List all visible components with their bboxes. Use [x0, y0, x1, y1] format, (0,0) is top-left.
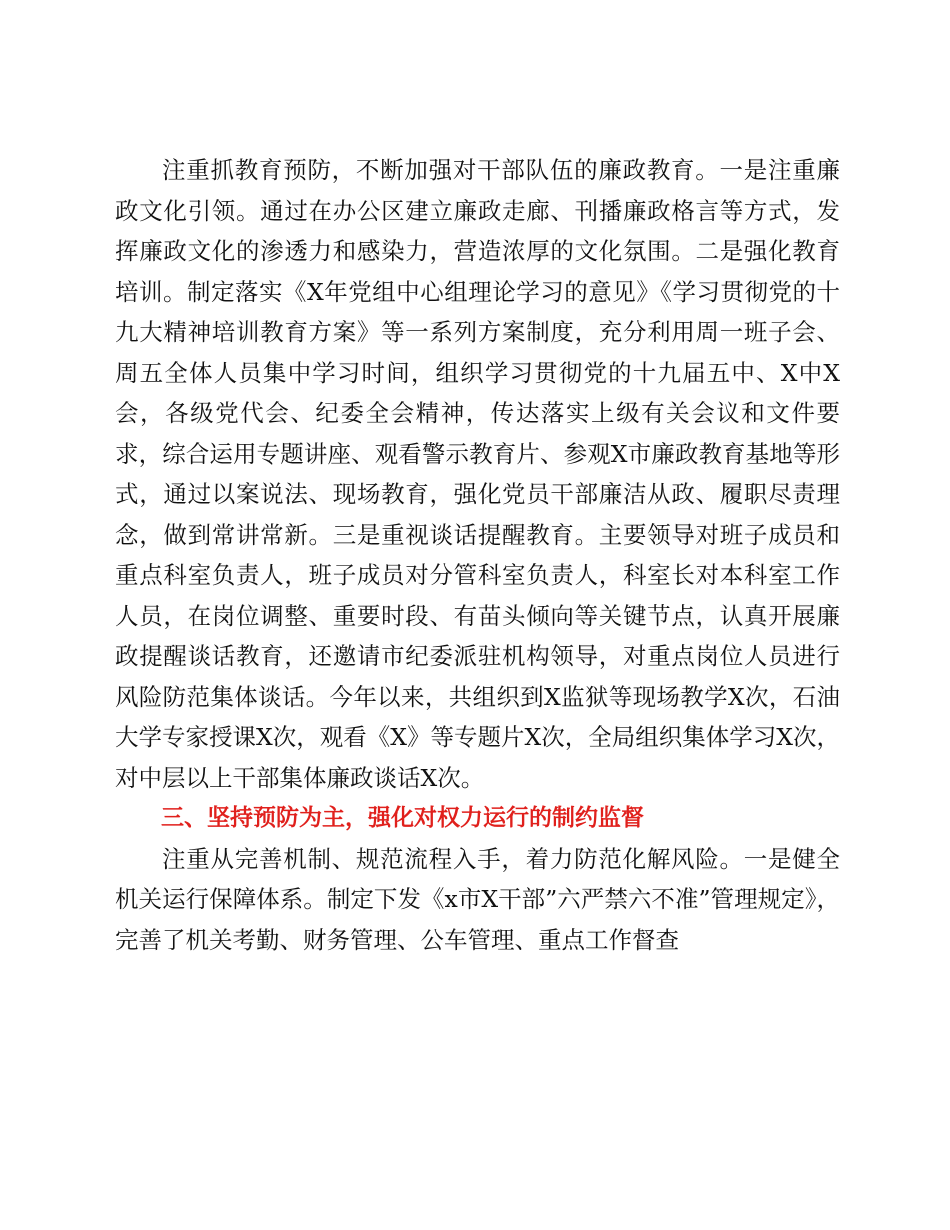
- paragraph-mechanism-improvement: 注重从完善机制、规范流程入手，着力防范化解风险。一是健全机关运行保障体系。制定下发《x市X干部”六严禁六不准”管理规定》，完善了机关考勤、财务管理、公车管理、重点工作督查: [115, 844, 840, 954]
- section-heading-three: 三、坚持预防为主，强化对权力运行的制约监督: [161, 805, 644, 831]
- document-body: [115, 150, 840, 960]
- paragraph-education-prevention: 注重抓教育预防，不断加强对干部队伍的廉政教育。一是注重廉政文化引领。通过在办公区建立廉政走廊、刊播廉政格言等方式，发挥廉政文化的渗透力和感染力，营造浓厚的文化氛围。二是强化教育培训。制定落实《X年党组中心组理论学习的意见》《学习贯彻党的十九大精神培训教育方案》等一系列方案制度，充分利用周一班子会、周五全体人员集中学习时间，组织学习贯彻党的十九届五中、X中X会，各级党代会、纪委全会精神，传达落实上级有关会议和文件要求，综合运用专题讲座、观看警示教育片、参观X市廉政教育基地等形式，通过以案说法、现场教育，强化党员干部廉洁从政、履职尽责理念，做到常讲常新。三是重视谈话提醒教育。主要领导对班子成员和重点科室负责人，班子成员对分管科室负责人，科室长对本科室工作人员，在岗位调整、重要时段、有苗头倾向等关键节点，认真开展廉政提醒谈话教育，还邀请市纪委派驻机构领导，对重点岗位人员进行风险防范集体谈话。今年以来，共组织到X监狱等现场教学X次，石油大学专家授课X次，观看《X》等专题片X次，全局组织集体学习X次，对中层以上干部集体廉政谈话X次。: [115, 156, 840, 792]
